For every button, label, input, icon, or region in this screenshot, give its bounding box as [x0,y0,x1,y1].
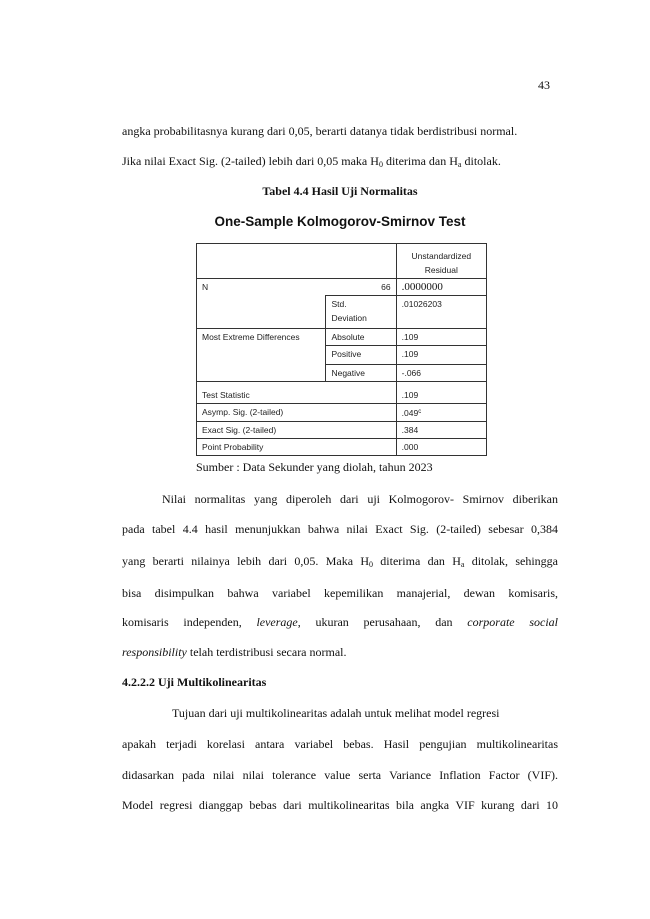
table-row [197,244,487,279]
test-stat-value: .109 [396,382,486,404]
med-label: Most Extreme Differences [197,329,326,382]
positive-value: .109 [396,346,486,365]
point-label: Point Probability [197,439,397,456]
negative-label: Negative [326,365,396,382]
paragraph-1-line-3: yang berarti nilainya lebih dari 0,05. Maka $H_0$ diterima dan $H_a$ ditolak, sehingga [122,554,558,569]
table-row [197,422,487,439]
test-title: One-Sample Kolmogorov-Smirnov Test [214,214,466,229]
intro-line-1: angka probabilitasnya kurang dari 0,05, berarti datanya tidak berdistribusi normal. [122,124,518,138]
table-row [197,382,487,404]
paragraph-2-line-3: didasarkan pada nilai nilai tolerance value serta Variance Inflation Factor (VIF). [122,768,558,782]
negative-value: -.066 [396,365,486,382]
table-row [197,404,487,422]
page-number: 43 [538,78,550,92]
absolute-value: .109 [396,329,486,346]
table-row [197,279,487,296]
table-row [197,296,487,329]
paragraph-2-line-1: Tujuan dari uji multikolinearitas adalah untuk melihat model regresi [172,706,500,720]
paragraph-2-line-2: apakah terjadi korelasi antara variabel bebas. Hasil pengujian multikolinearitas [122,737,558,751]
asymp-value: .049$^c$ [396,404,486,422]
table-row [197,439,487,456]
intro-line-2: Jika nilai Exact Sig. (2-tailed) lebih dari 0,05 maka $H_0$ diterima dan $H_a$ ditolak. [122,154,501,169]
blank-cell [197,296,326,329]
paragraph-1-line-6: responsibility telah terdistribusi secara normal. [122,645,347,659]
header-line-1: Unstandardized [411,251,472,261]
normality-table [196,243,487,456]
point-value: .000 [396,439,486,456]
exact-label: Exact Sig. (2-tailed) [197,422,397,439]
n-value: 66 [326,279,396,296]
table-caption: Tabel 4.4 Hasil Uji Normalitas [262,184,418,198]
column-header [396,244,486,279]
absolute-label: Absolute [326,329,396,346]
test-stat-label: Test Statistic [197,382,397,404]
positive-label: Positive [326,346,396,365]
paragraph-1-line-2: pada tabel 4.4 hasil menunjukkan bahwa nilai Exact Sig. (2-tailed) sebesar 0,384 [122,522,558,536]
paragraph-2-line-4: Model regresi dianggap bebas dari multikolinearitas bila angka VIF kurang dari 10 [122,798,558,812]
paragraph-1-line-5: komisaris independen, leverage, ukuran perusahaan, dan corporate social [122,615,558,629]
table-row [197,329,487,346]
asymp-label: Asymp. Sig. (2-tailed) [197,404,397,422]
std-value: .01026203 [396,296,486,329]
mean-value: .0000000 [396,279,486,296]
n-label: N [197,279,326,296]
section-heading: 4.2.2.2 Uji Multikolinearitas [122,675,267,689]
header-line-2: Residual [424,265,458,275]
empty-header-cell [197,244,397,279]
exact-value: .384 [396,422,486,439]
std-label: Std. Deviation [326,296,396,329]
paragraph-1-line-4: bisa disimpulkan bahwa variabel kepemilikan manajerial, dewan komisaris, [122,586,558,600]
table-source: Sumber : Data Sekunder yang diolah, tahun 2023 [196,460,433,474]
paragraph-1-line-1: Nilai normalitas yang diperoleh dari uji Kolmogorov- Smirnov diberikan [162,492,558,506]
